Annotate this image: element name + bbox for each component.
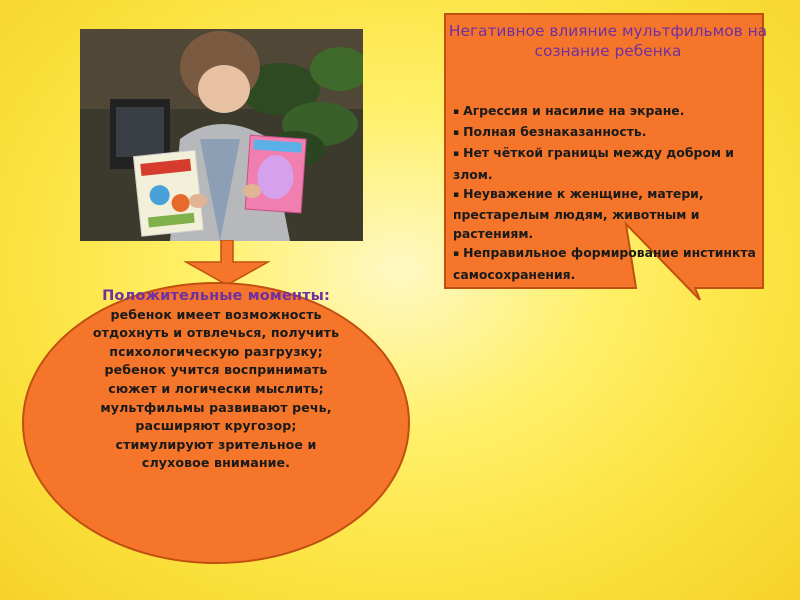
negative-influence-title: Негативное влияние мультфильмов на сознание ребенка [448,22,768,60]
bullet-icon: ▪ [453,107,460,117]
bullet-icon: ▪ [453,249,460,260]
negative-influence-list [453,101,765,284]
list-item-text: Неуважение к женщине, матери, престарелым людям, животным и растениям. [453,185,704,242]
positive-moments-oval [20,280,412,566]
child-with-dvds-photo [80,29,363,241]
bullet-icon: ▪ [453,128,460,139]
list-item-text: Нет чёткой границы между добром и злом. [453,145,734,182]
photo-illustration [80,29,363,241]
list-item-text: Полная безнаказанность. [463,124,647,140]
negative-influence-callout [440,0,770,340]
positive-moments-body: ребенок имеет возможность отдохнуть и отвлечься, получить психологическую разгрузку; ребенок учится воспринимать сюжет и логически мыслить; мультфильмы развивают речь, расширяют кругозор; стимулируют зрительное и слуховое внимание. [92,306,340,471]
positive-moments-text [90,286,342,473]
list-item-text: Неправильное формирование инстинкта самосохранения. [453,245,756,282]
list-item [453,101,765,122]
list-item-text: Агрессия и насилие на экране. [463,103,685,118]
bullet-icon: ▪ [453,149,460,160]
positive-moments-heading: Положительные моменты: [102,287,330,304]
list-item [453,184,765,244]
list-item [453,122,765,143]
list-item [453,143,765,183]
list-item [453,243,765,283]
bullet-icon: ▪ [453,189,460,200]
